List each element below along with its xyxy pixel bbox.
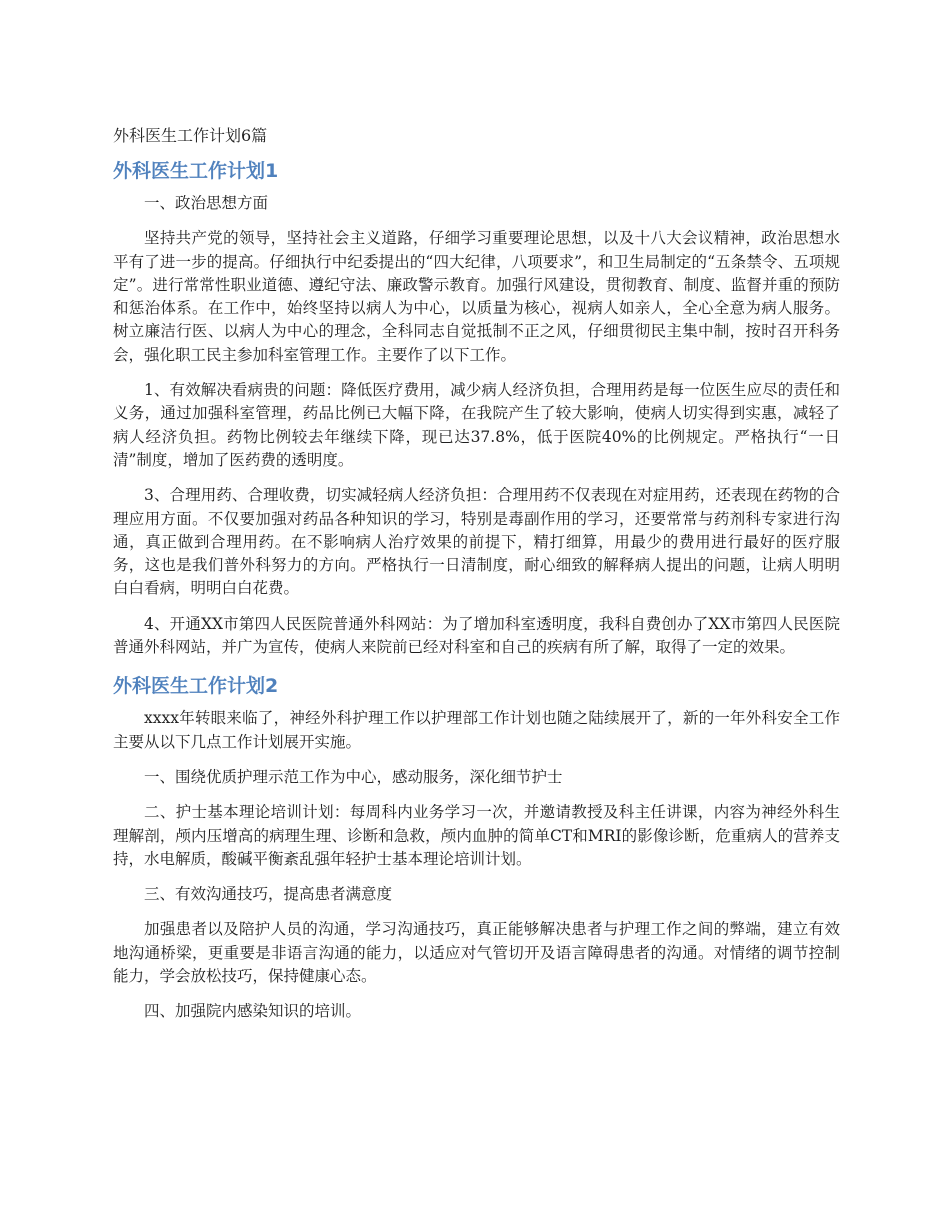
document-page — [113, 122, 840, 1036]
section-1 — [113, 156, 840, 659]
paragraph: 3、合理用药、合理收费，切实减轻病人经济负担：合理用药不仅表现在对症用药，还表现在药物的合理应用方面。不仅要加强对药品各种知识的学习，特别是毒副作用的学习，还要常常与药剂科专家进行沟通，真正做到合理用药。在不影响病人治疗效果的前提下，精打细算，用最少的费用进行最好的医疗服务，这也是我们普外科努力的方向。严格执行一日清制度，耐心细致的解释病人提出的问题，让病人明明白白看病，明明白白花费。 — [113, 486, 840, 598]
paragraph: 一、政治思想方面 — [144, 194, 269, 212]
section-heading: 外科医生工作计划2 — [113, 675, 279, 698]
paragraph: 1、有效解决看病贵的问题：降低医疗费用，减少病人经济负担，合理用药是每一位医生应尽的责任和义务，通过加强科室管理，药品比例已大幅下降，在我院产生了较大影响，使病人切实得到实惠，减轻了病人经济负担。药物比例较去年继续下降，现已达37.8%，低于医院40%的比例规定。严格执行“一日清”制度，增加了医药费的透明度。 — [113, 381, 840, 469]
section-2 — [113, 671, 840, 1023]
paragraph: 四、加强院内感染知识的培训。 — [144, 1002, 362, 1021]
paragraph: 二、护士基本理论培训计划：每周科内业务学习一次，并邀请教授及科主任讲课，内容为神经外科生理解剖，颅内压增高的病理生理、诊断和急救，颅内血肿的简单CT和MRI的影像诊断，危重病人的营养支持，水电解质，酸碱平衡紊乱强年轻护士基本理论培训计划。 — [113, 803, 840, 868]
paragraph: 4、开通XX市第四人民医院普通外科网站：为了增加科室透明度，我科自费创办了XX市第四人民医院普通外科网站，并广为宣传，使病人来院前已经对科室和自己的疾病有所了解，取得了一定的效果。 — [113, 614, 840, 657]
paragraph: 一、围绕优质护理示范工作为中心，感动服务，深化细节护士 — [144, 767, 563, 786]
document-title: 外科医生工作计划6篇 — [113, 126, 268, 145]
paragraph: 三、有效沟通技巧，提高患者满意度 — [144, 885, 393, 904]
paragraph: 加强患者以及陪护人员的沟通，学习沟通技巧，真正能够解决患者与护理工作之间的弊端，建立有效地沟通桥梁，更重要是非语言沟通的能力，以适应对气管切开及语言障碍患者的沟通。对情绪的调节控制能力，学会放松技巧，保持健康心态。 — [113, 920, 840, 986]
section-heading: 外科医生工作计划1 — [113, 160, 279, 182]
paragraph: 坚持共产党的领导，坚持社会主义道路，仔细学习重要理论思想，以及十八大会议精神，政治思想水平有了进一步的提高。仔细执行中纪委提出的“四大纪律，八项要求”，和卫生局制定的“五条禁令、五项规定”。进行常常性职业道德、遵纪守法、廉政警示教育。加强行风建设，贯彻教育、制度、监督并重的预防和惩治体系。在工作中，始终坚持以病人为中心，以质量为核心，视病人如亲人，全心全意为病人服务。树立廉洁行医、以病人为中心的理念，全科同志自觉抵制不正之风，仔细贯彻民主集中制，按时召开科务会，强化职工民主参加科室管理工作。主要作了以下工作。 — [113, 229, 840, 364]
paragraph: xxxx年转眼来临了，神经外科护理工作以护理部工作计划也随之陆续展开了，新的一年外科安全工作主要从以下几点工作计划展开实施。 — [113, 709, 840, 751]
